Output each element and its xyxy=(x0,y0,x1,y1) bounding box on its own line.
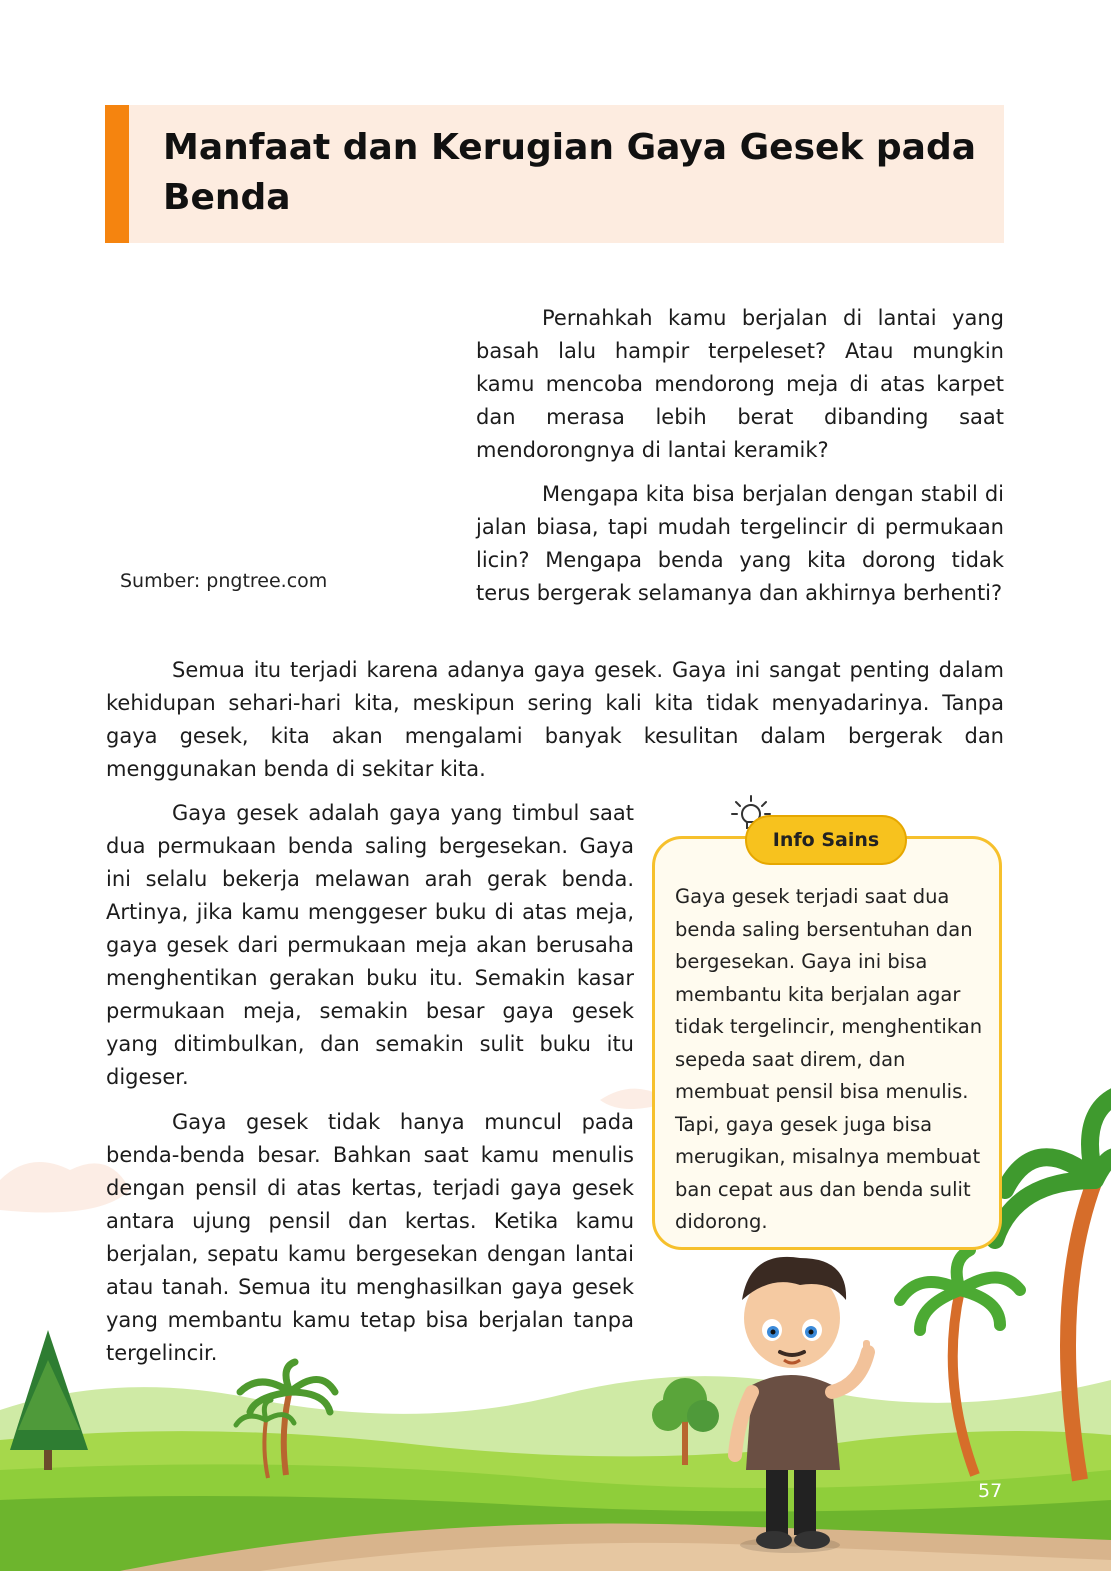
paragraph-1: Pernahkah kamu berjalan di lantai yang basah lalu hampir terpeleset? Atau mungkin kamu mencoba mendorong meja di atas karpet dan merasa lebih berat dibanding saat mendorongnya di lantai keramik? xyxy=(476,306,1004,462)
info-sains-box xyxy=(652,836,1002,1250)
page-number: 57 xyxy=(978,1480,1003,1502)
paragraph-2: Mengapa kita bisa berjalan dengan stabil di jalan biasa, tapi mudah tergelincir di permukaan licin? Mengapa benda yang kita dorong tidak terus bergerak selamanya dan akhirnya berhenti? xyxy=(476,482,1004,605)
image-source-caption: Sumber: pngtree.com xyxy=(120,570,328,592)
paragraph-4: Gaya gesek adalah gaya yang timbul saat dua permukaan benda saling bergesekan. Gaya ini selalu bekerja melawan arah gerak benda. Artinya, jika kamu menggeser buku di atas meja, gaya gesek dari permukaan meja akan berusaha menghentikan gerakan buku itu. Semakin kasar permukaan meja, semakin besar gaya gesek yang ditimbulkan, dan semakin sulit buku itu digeser. xyxy=(106,801,634,1089)
paragraph-5: Gaya gesek tidak hanya muncul pada benda-benda besar. Bahkan saat kamu menulis dengan pensil di atas kertas, terjadi gaya gesek antara ujung pensil dan kertas. Ketika kamu berjalan, sepatu kamu bergesekan dengan lantai atau tanah. Semua itu menghasilkan gaya gesek yang membantu kamu tetap bisa berjalan tanpa tergelincir. xyxy=(106,1110,634,1365)
paragraph-3: Semua itu terjadi karena adanya gaya gesek. Gaya ini sangat penting dalam kehidupan sehari-hari kita, meskipun sering kali kita tidak menyadarinya. Tanpa gaya gesek, kita akan mengalami banyak kesulitan dalam bergerak dan menggunakan benda di sekitar kita. xyxy=(106,658,1004,781)
info-sains-label: Info Sains xyxy=(745,815,907,865)
info-sains-text: Gaya gesek terjadi saat dua benda saling bersentuhan dan bergesekan. Gaya ini bisa membantu kita berjalan agar tidak tergelincir, menghentikan sepeda saat direm, dan membuat pensil bisa menulis. Tapi, gaya gesek juga bisa merugikan, misalnya membuat ban cepat aus dan benda sulit didorong. xyxy=(675,885,983,1233)
title-accent-bar xyxy=(105,105,129,243)
title-block xyxy=(105,105,1004,243)
page-title: Manfaat dan Kerugian Gaya Gesek pada Benda xyxy=(163,127,977,218)
